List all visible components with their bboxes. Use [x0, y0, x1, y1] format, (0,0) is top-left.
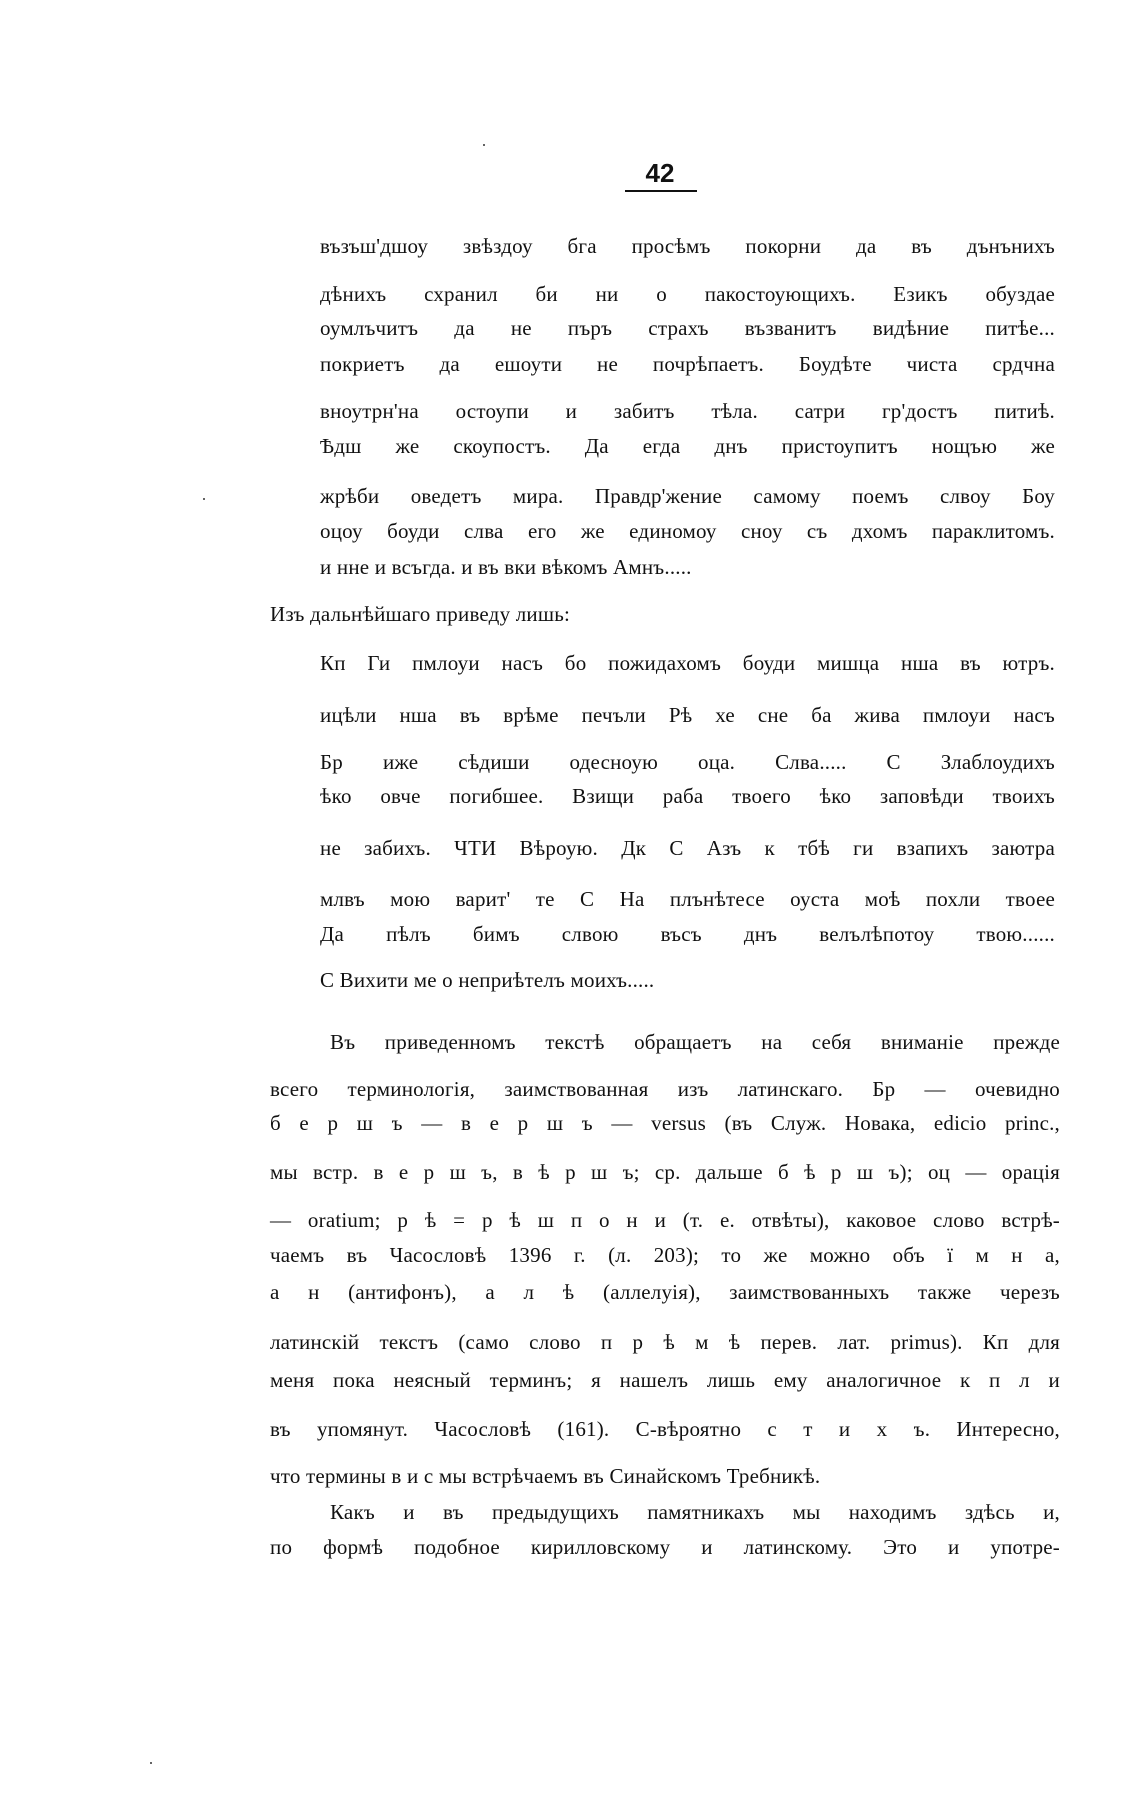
- para-1-line-10: въ упомянут. Часословѣ (161). С-вѣроятно с т и х ъ. Интересно,: [270, 1417, 1060, 1441]
- intro-line: Изъ дальнѣйшаго приведу лишь:: [270, 602, 571, 626]
- quote-1-line-4: покриетъ да ешоути не почрѣпаетъ. Боудѣте чиста срдчна: [320, 352, 1055, 376]
- para-1-line-5: — oratium; р ѣ = р ѣ ш п о н и (т. е. отвѣты), каковое слово встрѣ-: [270, 1208, 1060, 1232]
- para-1-line-2: всего терминологія, заимствованная изъ латинскаго. Бр — очевидно: [270, 1077, 1060, 1101]
- quote-2-line-7: Да пѣлъ бимъ слвою въсъ днъ велълѣпотоу твою......: [320, 922, 1055, 946]
- para-1-line-3: б е р ш ъ — в е р ш ъ — versus (въ Служ. Новака, edicio princ.,: [270, 1111, 1060, 1135]
- quote-1-line-5: вноутрн'на остоупи и забитъ тѣла. сатри гр'достъ питиѣ.: [320, 399, 1055, 423]
- para-1-line-1: Въ приведенномъ текстѣ обращаетъ на себя вниманіе прежде: [330, 1030, 1060, 1054]
- quote-1-line-8: оцоу боуди слва его же единомоу сноу съ дхомъ параклитомъ.: [320, 519, 1055, 543]
- para-2-line-1: Какъ и въ предыдущихъ памятникахъ мы находимъ здѣсь и,: [330, 1500, 1060, 1524]
- quote-2-line-2: ицѣли нша въ врѣме печъли Рѣ хе сне ба жива пмлоуи насъ: [320, 703, 1055, 727]
- para-1-line-9: меня пока неясный терминъ; я нашелъ лишь ему аналогичное к п л и: [270, 1368, 1060, 1392]
- quote-2-line-1: Кп Ги пмлоуи насъ бо пожидахомъ боуди мишца нша въ ютръ.: [320, 651, 1055, 675]
- quote-2-line-3: Бр иже сѣдиши одесноую оца. Слва..... С Злаблоудихъ: [320, 750, 1055, 774]
- quote-1-line-6: Ѣдш же скоупостъ. Да егда днъ пристоупитъ нощъю же: [320, 434, 1055, 458]
- quote-2-line-8: С Вихити ме о неприѣтелъ моихъ.....: [320, 968, 655, 992]
- para-2-line-2: по формѣ подобное кирилловскому и латинскому. Это и употре-: [270, 1535, 1060, 1559]
- page-number-underline: [625, 190, 697, 192]
- scan-speck: [150, 1762, 152, 1764]
- scan-speck: [483, 144, 485, 146]
- quote-2-line-6: млвъ мою варит' те С На плънѣтесе оуста моѣ похли твоее: [320, 887, 1055, 911]
- para-1-line-8: латинскій текстъ (само слово п р ѣ м ѣ перев. лат. primus). Кп для: [270, 1330, 1060, 1354]
- para-1-line-7: а н (антифонъ), а л ѣ (аллелуія), заимствованныхъ также черезъ: [270, 1280, 1060, 1304]
- scan-speck: [203, 498, 205, 500]
- quote-1-line-7: жрѣби оведетъ мира. Правдр'жение самому поемъ слвоу Боу: [320, 484, 1055, 508]
- quote-1-line-9: и нне и всъгда. и въ вки вѣкомъ Амнъ.....: [320, 555, 692, 579]
- quote-1-line-3: оумлъчитъ да не пъръ страхъ възванитъ видѣние питѣе...: [320, 316, 1055, 340]
- para-1-line-6: чаемъ въ Часословѣ 1396 г. (л. 203); то же можно объ ї м н а,: [270, 1243, 1060, 1267]
- quote-2-line-4: ѣко овче погибшее. Взищи раба твоего ѣко заповѣди твоихъ: [320, 784, 1055, 808]
- quote-1-line-1: възъш'дшоу звѣздоу бга просѣмъ покорни да въ дънънихъ: [320, 234, 1055, 258]
- para-1-line-11: что термины в и с мы встрѣчаемъ въ Синайскомъ Требникѣ.: [270, 1464, 821, 1488]
- para-1-line-4: мы встр. в е р ш ъ, в ѣ р ш ъ; ср. дальше б ѣ р ш ъ); оц — орація: [270, 1160, 1060, 1184]
- page-number: 42: [645, 158, 675, 188]
- quote-1-line-2: дѣнихъ схранил би ни о пакостоующихъ. Езикъ обуздае: [320, 282, 1055, 306]
- quote-2-line-5: не забихъ. ЧТИ Вѣроую. Дк С Азъ к тбѣ ги взапихъ заютра: [320, 836, 1055, 860]
